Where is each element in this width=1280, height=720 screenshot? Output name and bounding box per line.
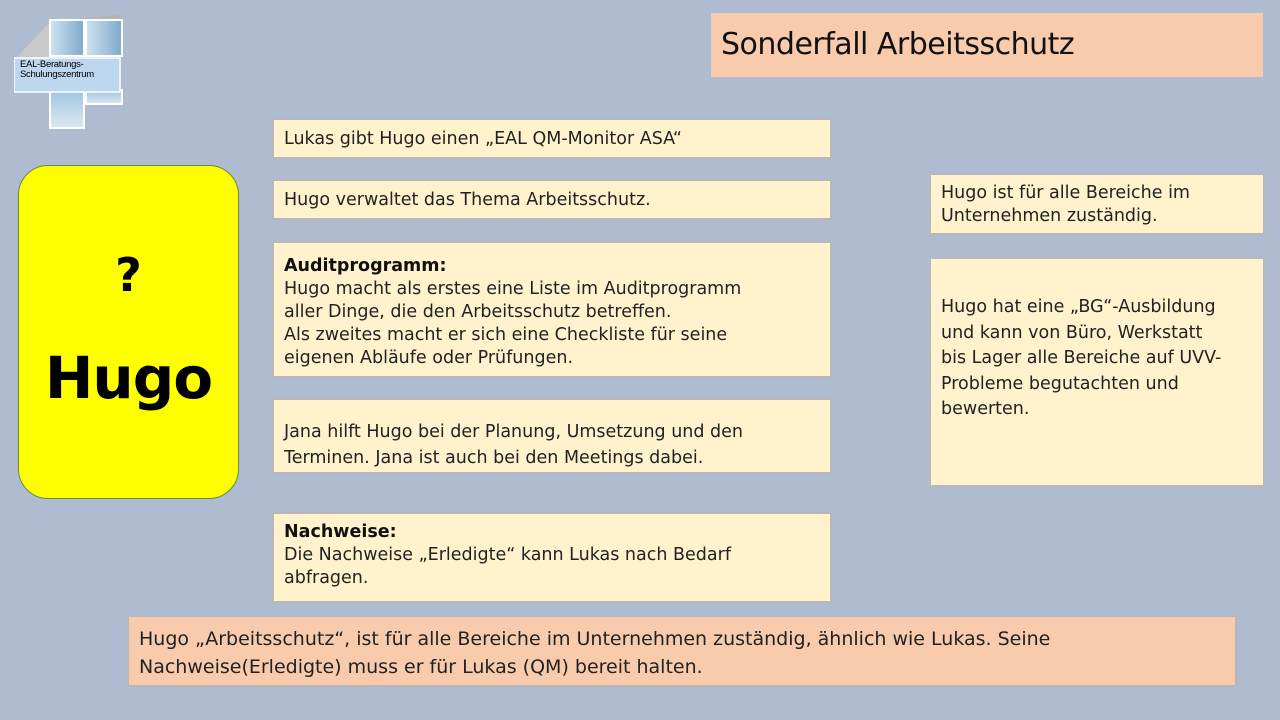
scope-note	[929, 173, 1265, 235]
audit-heading: Auditprogramm:	[284, 256, 447, 276]
proof-line-2: abfragen.	[284, 568, 369, 588]
summary-note	[127, 615, 1237, 687]
proof-heading: Nachweise:	[284, 522, 397, 542]
question-mark: ?	[115, 248, 142, 302]
scope-line-2: Unternehmen zuständig.	[941, 206, 1158, 226]
bg-line-4: Probleme begutachten und	[941, 373, 1179, 394]
bg-line-2: und kann von Büro, Werkstatt	[941, 322, 1203, 343]
company-logo	[14, 14, 126, 130]
monitor-note: Lukas gibt Hugo einen „EAL QM-Monitor ASA“	[272, 118, 832, 159]
manages-note: Hugo verwaltet das Thema Arbeitsschutz.	[272, 179, 832, 220]
proof-line-1: Die Nachweise „Erledigte“ kann Lukas nach Bedarf	[284, 545, 731, 565]
scope-line-1: Hugo ist für alle Bereiche im	[941, 183, 1190, 203]
jana-line-2: Terminen. Jana ist auch bei den Meetings dabei.	[284, 448, 704, 468]
page-title: Sonderfall Arbeitsschutz	[711, 13, 1263, 77]
proof-note	[272, 512, 832, 603]
hugo-card	[18, 165, 239, 499]
summary-line-1: Hugo „Arbeitsschutz“, ist für alle Bereiche im Unternehmen zuständig, ähnlich wie Lukas. Seine	[139, 628, 1051, 650]
logo-text	[16, 60, 122, 80]
bg-training-note	[929, 257, 1265, 487]
logo-line-2: Schulungszentrum	[20, 69, 94, 80]
jana-note	[272, 398, 832, 474]
audit-line-3: Als zweites macht er sich eine Checkliste für seine	[284, 325, 728, 345]
bg-line-5: bewerten.	[941, 399, 1030, 419]
audit-line-4: eigenen Abläufe oder Prüfungen.	[284, 348, 574, 368]
audit-line-2: aller Dinge, die den Arbeitsschutz betreffen.	[284, 302, 672, 322]
logo-line-1: EAL-Beratungs-	[20, 59, 84, 70]
jana-line-1: Jana hilft Hugo bei der Planung, Umsetzung und den	[284, 422, 744, 442]
bg-line-1: Hugo hat eine „BG“-Ausbildung	[941, 297, 1216, 317]
bg-line-3: bis Lager alle Bereiche auf UVV-	[941, 348, 1222, 368]
hugo-name: Hugo	[44, 344, 213, 412]
audit-line-1: Hugo macht als erstes eine Liste im Auditprogramm	[284, 279, 742, 299]
audit-program-note	[272, 241, 832, 378]
summary-line-2: Nachweise(Erledigte) muss er für Lukas (QM) bereit halten.	[139, 656, 703, 678]
